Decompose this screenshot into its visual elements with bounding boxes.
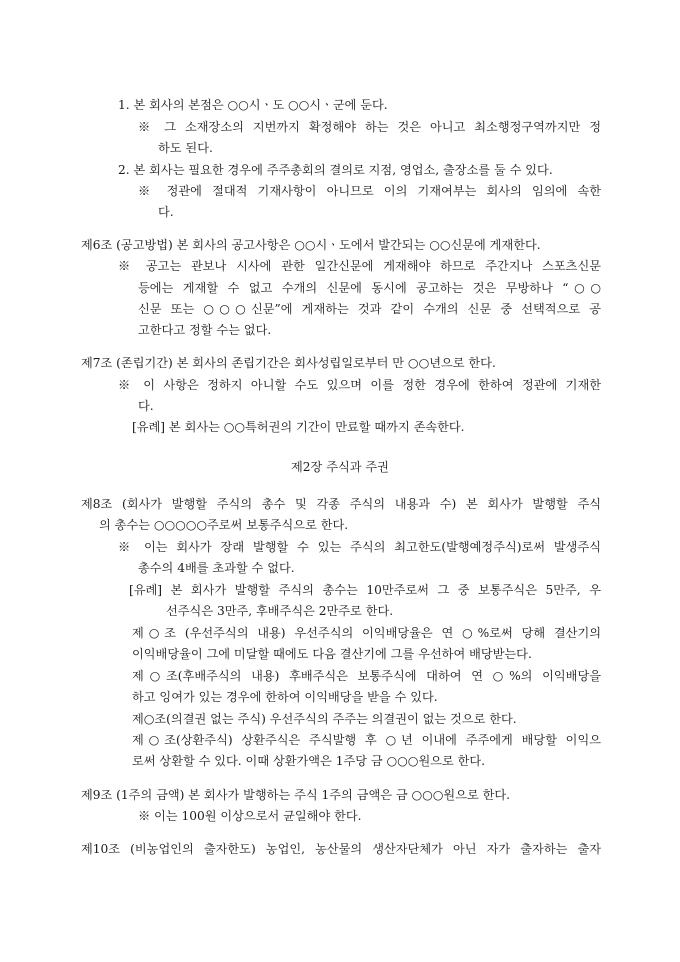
article10-heading: 제10조 (비농업인의 출자한도) 농업인, 농산물의 생산자단체가 아닌 자가 출자하는 출자 <box>81 842 601 856</box>
article8-preferred-l1: 제○조 (우선주식의 내용) 우선주식의 이익배당율은 연 ○%로써 당해 결산기의 <box>132 626 601 640</box>
article8-note-cont: 총수의 4배를 초과할 수 없다. <box>138 561 295 575</box>
article7-example: [유례] 본 회사는 ○○특허권의 기간이 만료할 때까지 존속한다. <box>132 420 465 434</box>
article9-note: ※ 이는 100원 이상으로서 균일해야 한다. <box>138 809 362 823</box>
article8-nonvoting: 제○조(의결권 없는 주식) 우선주식의 주주는 의결권이 없는 것으로 한다. <box>132 712 517 726</box>
chapter2-title: 제2장 주식과 주권 <box>291 460 389 474</box>
article8-example-cont: 선주식은 3만주, 후배주식은 2만주로 한다. <box>166 604 394 618</box>
article8-heading: 제8조 (회사가 발행할 주식의 총수 및 각종 주식의 내용과 수) 본 회사가 발행할 주식 <box>81 497 601 511</box>
article8-redeemable-l2: 로써 상환할 수 있다. 이때 상환가액은 1주당 금 ○○○원으로 한다. <box>132 754 486 768</box>
article5-clause1: 1. 본 회사의 본점은 ○○시ㆍ도 ○○시ㆍ군에 둔다. <box>118 98 388 112</box>
article5-note1: ※ 그 소재장소의 지번까지 확정해야 하는 것은 아니고 최소행정구역까지만 정 <box>138 120 601 134</box>
article6-note-l2: 등에는 게재할 수 없고 수개의 신문에 동시에 공고하는 것은 무방하나 “○○ <box>138 281 601 295</box>
article5-note2-cont: 다. <box>158 205 174 219</box>
article8-heading-cont: 의 총수는 ○○○○○주로써 보통주식으로 한다. <box>99 518 349 532</box>
article8-note: ※ 이는 회사가 장래 발행할 수 있는 주식의 최고한도(발행예정주식)로써 발생주식 <box>118 540 601 554</box>
article5-clause2: 2. 본 회사는 필요한 경우에 주주총회의 결의로 지점, 영업소, 출장소를 둘 수 있다. <box>118 163 553 177</box>
article8-preferred-l2: 이익배당율이 그에 미달할 때에도 다음 결산기에 그를 우선하여 배당받는다. <box>132 647 532 661</box>
article6-note-l3: 신문 또는 ○○○신문”에 게재하는 것과 같이 수개의 신문 중 선택적으로 공 <box>138 302 601 316</box>
article8-redeemable-l1: 제○조(상환주식) 상환주식은 주식발행 후 ○년 이내에 주주에게 배당할 이익으 <box>132 733 601 747</box>
article8-deferred-l2: 하고 잉여가 있는 경우에 한하여 이익배당을 받을 수 있다. <box>132 690 438 704</box>
article5-note1-cont: 하도 된다. <box>158 141 213 155</box>
article6-note-l1: ※ 공고는 관보나 시사에 관한 일간신문에 게재해야 하므로 주간지나 스포츠신문 <box>118 259 601 273</box>
article7-heading: 제7조 (존립기간) 본 회사의 존립기간은 회사성립일로부터 만 ○○년으로 한다. <box>81 356 496 370</box>
article9-heading: 제9조 (1주의 금액) 본 회사가 발행하는 주식 1주의 금액은 금 ○○○원으로 한다. <box>81 788 511 802</box>
article8-deferred-l1: 제○조(후배주식의 내용) 후배주식은 보통주식에 대하여 연 ○%의 이익배당을 <box>132 669 601 683</box>
article6-heading: 제6조 (공고방법) 본 회사의 공고사항은 ○○시ㆍ도에서 발간되는 ○○신문에 게재한다. <box>81 238 541 252</box>
article7-note-cont: 다. <box>138 399 154 413</box>
article5-note2: ※ 정관에 절대적 기재사항이 아니므로 이의 기재여부는 회사의 임의에 속한 <box>138 184 601 198</box>
article7-note: ※ 이 사항은 정하지 아니할 수도 있으며 이를 정한 경우에 한하여 정관에 기재한 <box>118 378 601 392</box>
article8-example: [유례] 본 회사가 발행할 주식의 총수는 10만주로써 그 중 보통주식은 5만주, 우 <box>129 583 601 597</box>
article6-note-l4: 고한다고 정할 수는 없다. <box>138 323 272 337</box>
